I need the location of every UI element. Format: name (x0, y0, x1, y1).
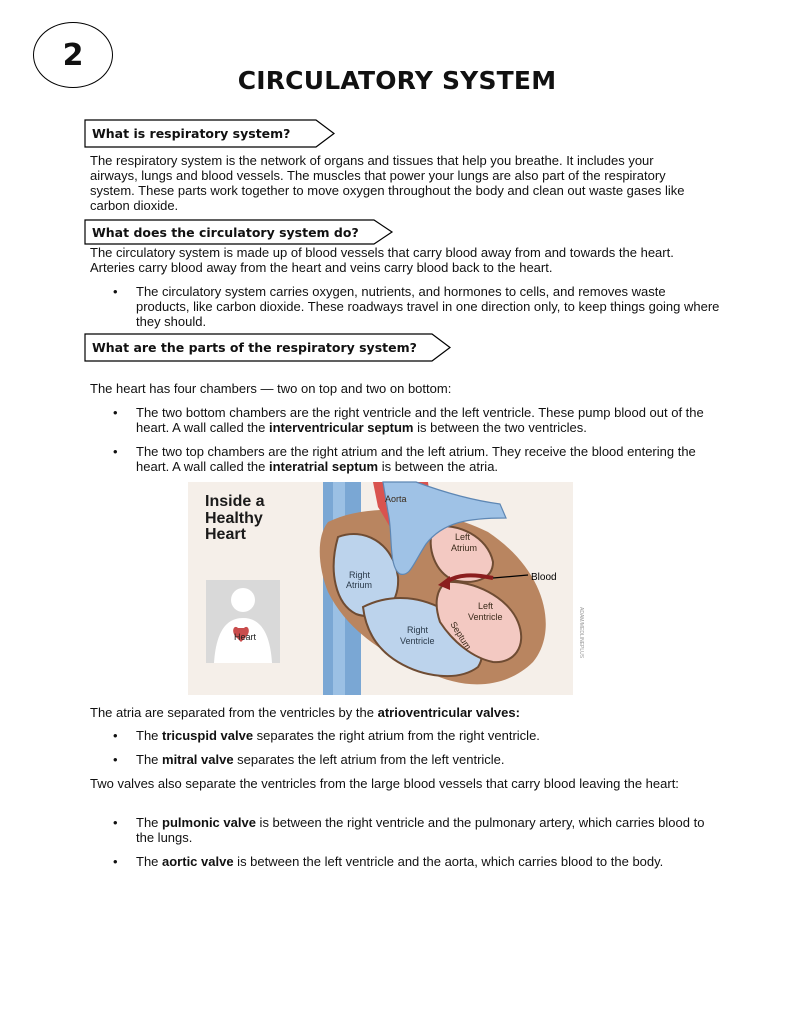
label-left-atrium-1: Left (455, 532, 471, 542)
tricuspid-bullet: • The tricuspid valve separates the right atrium from the right ventricle. (113, 728, 721, 743)
two-valves-paragraph: Two valves also separate the ventricles from the large blood vessels that carry blood leaving the heart: (90, 776, 679, 791)
figure-title-line1: Inside a (205, 493, 265, 510)
label-aorta: Aorta (385, 494, 407, 504)
label-right-atrium-1: Right (349, 570, 371, 580)
label-left-ventricle-1: Left (478, 601, 494, 611)
valves-intro: The atria are separated from the ventricles by the atrioventricular valves: (90, 705, 520, 720)
circulatory-bullet: • The circulatory system carries oxygen, nutrients, and hormones to cells, and removes waste products, like carbon dioxide. These roadways travel in one direction only, to keep things going where they should. (113, 284, 721, 329)
section-heading-parts (84, 333, 452, 362)
page-number: 2 (62, 37, 84, 73)
label-right-atrium-2: Atrium (346, 580, 373, 590)
bottom-chambers-bullet: • The two bottom chambers are the right ventricle and the left ventricle. These pump blood out of the heart. A wall called the interventricular septum is between the two ventricles. (113, 405, 721, 435)
figure-title-line3: Heart (205, 526, 246, 543)
circulatory-paragraph: The circulatory system is made up of blood vessels that carry blood away from and towards the heart. Arteries carry blood away from the heart and veins carry blood back to the heart. (90, 245, 674, 275)
section-heading-text: What is respiratory system? (92, 126, 291, 141)
thumbnail-heart-label: Heart (234, 632, 257, 642)
pulmonic-bullet: • The pulmonic valve is between the right ventricle and the pulmonary artery, which carries blood to the lungs. (113, 815, 721, 845)
label-blood: Blood (531, 572, 557, 583)
section-heading-circulatory (84, 219, 394, 245)
label-left-ventricle-2: Ventricle (468, 612, 503, 622)
aortic-bullet: • The aortic valve is between the left ventricle and the aorta, which carries blood to the body. (113, 854, 721, 869)
section-heading-respiratory (84, 119, 336, 148)
mitral-bullet: • The mitral valve separates the left atrium from the left ventricle. (113, 752, 721, 767)
respiratory-paragraph: The respiratory system is the network of organs and tissues that help you breathe. It includes your airways, lungs and blood vessels. The muscles that power your lungs are also part of the respiratory system. These parts work together to move oxygen throughout the body and clean out waste gases like carbon dioxide. (90, 153, 685, 213)
label-left-atrium-2: Atrium (451, 543, 478, 553)
heart-illustration (188, 482, 584, 695)
page-title: CIRCULATORY SYSTEM (237, 66, 557, 95)
figure-title-line2: Healthy (205, 510, 263, 527)
section-heading-text: What does the circulatory system do? (92, 224, 359, 240)
label-right-ventricle-1: Right (407, 625, 429, 635)
image-credit: ADAM/MEDLINEPLUS (578, 607, 584, 659)
section-heading-text: What are the parts of the respiratory system? (92, 340, 417, 355)
label-right-ventricle-2: Ventricle (400, 636, 435, 646)
heart-chambers-intro: The heart has four chambers — two on top and two on bottom: (90, 381, 452, 396)
heart-diagram (188, 482, 584, 695)
label-septum: Septum (448, 619, 474, 652)
top-chambers-bullet: • The two top chambers are the right atrium and the left atrium. They receive the blood entering the heart. A wall called the interatrial septum is between the atria. (113, 444, 721, 474)
